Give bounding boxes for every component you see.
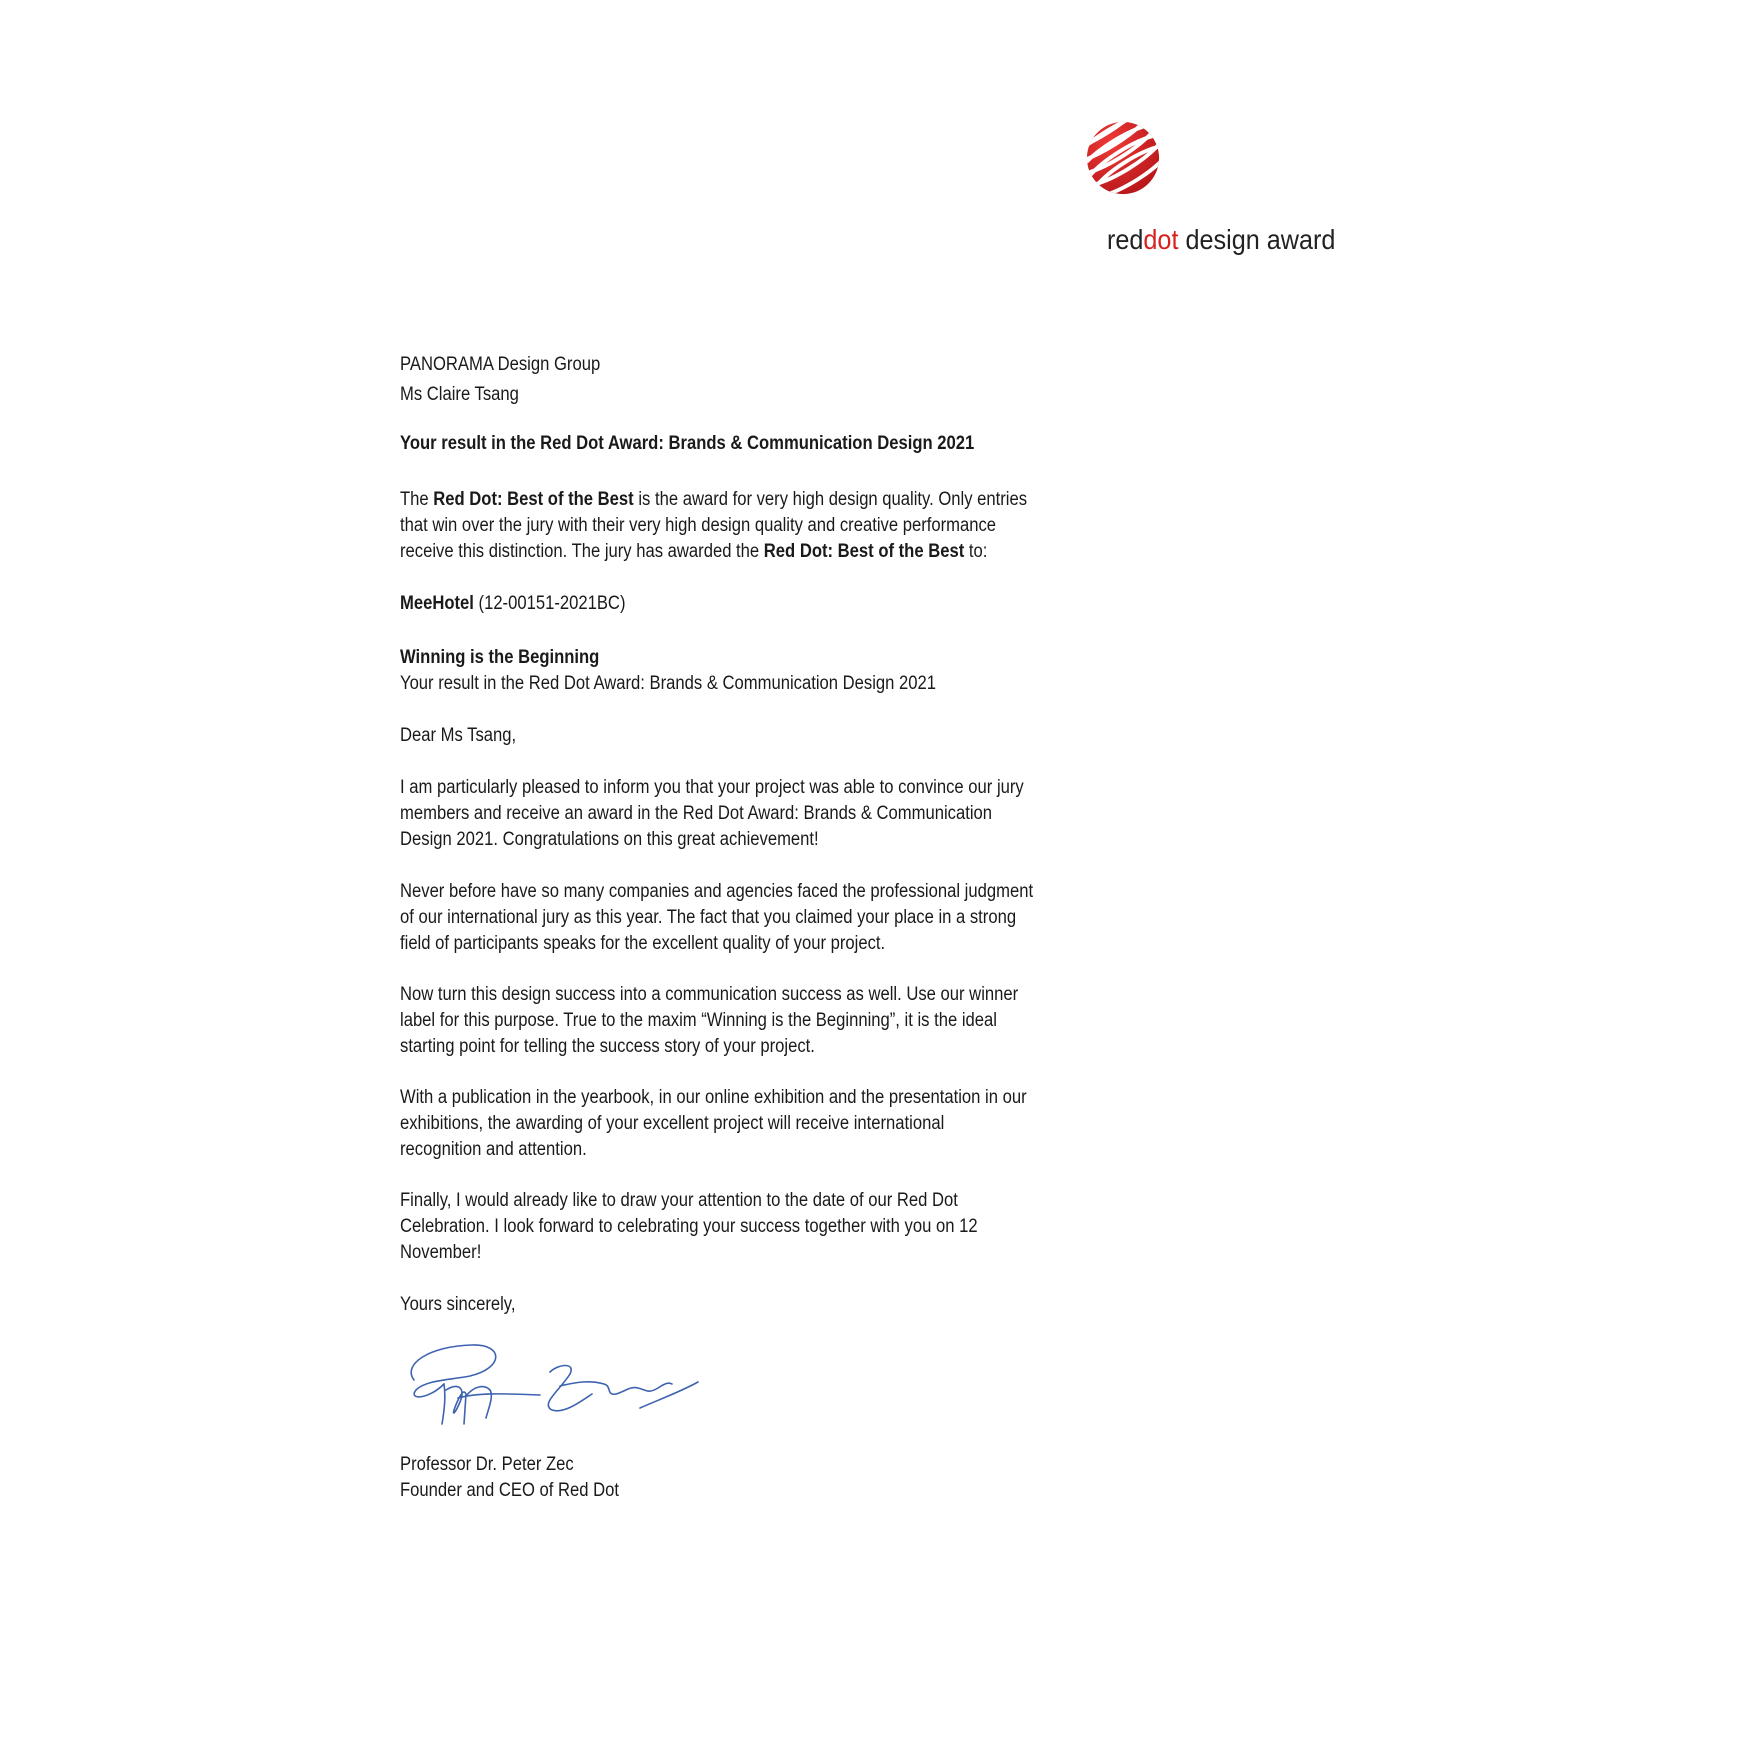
paragraph-line: members and receive an award in the Red Dot Award: Brands & Communication <box>400 803 993 824</box>
entry-code: (12-00151-2021BC) <box>478 593 626 614</box>
award-name: Red Dot: Best of the Best <box>763 541 965 562</box>
wordmark-dot: dot <box>1143 224 1179 255</box>
signatory-name: Professor Dr. Peter Zec <box>400 1454 574 1475</box>
paragraph-line: that win over the jury with their very high design quality and creative performance <box>400 515 997 536</box>
paragraph-line: recognition and attention. <box>400 1139 587 1160</box>
paragraph-line: With a publication in the yearbook, in our online exhibition and the presentation in our <box>400 1087 1027 1108</box>
paragraph-line <box>400 487 1027 513</box>
reddot-sphere-logo-icon <box>1086 121 1160 195</box>
wordmark-design-award: design award <box>1178 224 1336 255</box>
body-paragraph <box>400 1188 978 1266</box>
paragraph-line: exhibitions, the awarding of your excellent project will receive international <box>400 1113 945 1134</box>
paragraph-line: Celebration. I look forward to celebrating your success together with you on 12 <box>400 1216 978 1237</box>
body-paragraph <box>400 775 1024 853</box>
salutation: Dear Ms Tsang, <box>400 725 517 746</box>
text-run: is the award for very high design quality. Only entries <box>633 489 1028 510</box>
closing: Yours sincerely, <box>400 1294 516 1315</box>
paragraph-line: Never before have so many companies and agencies faced the professional judgment <box>400 881 1034 902</box>
paragraph-line: Design 2021. Congratulations on this great achievement! <box>400 829 819 850</box>
paragraph-line: November! <box>400 1242 482 1263</box>
paragraph-line <box>400 539 1027 565</box>
wordmark-red: red <box>1107 224 1144 255</box>
heading-title: Winning is the Beginning <box>400 647 600 668</box>
body-paragraph <box>400 982 1018 1060</box>
recipient-company: PANORAMA Design Group <box>400 354 601 375</box>
intro-paragraph <box>400 487 1027 565</box>
paragraph-line: label for this purpose. True to the maxim “Winning is the Beginning”, it is the ideal <box>400 1010 997 1031</box>
reddot-wordmark <box>1107 224 1335 256</box>
signatory-title: Founder and CEO of Red Dot <box>400 1480 620 1501</box>
awarded-entry <box>400 591 625 617</box>
award-name: Red Dot: Best of the Best <box>433 489 634 510</box>
body-paragraph <box>400 1085 1027 1163</box>
text-run: to: <box>964 541 988 562</box>
letter-subject: Your result in the Red Dot Award: Brands & Communication Design 2021 <box>400 433 975 454</box>
signatory-block <box>400 1452 619 1504</box>
paragraph-line: of our international jury as this year. The fact that you claimed your place in a strong <box>400 907 1017 928</box>
recipient-contact: Ms Claire Tsang <box>400 384 519 405</box>
text-run: receive this distinction. The jury has awarded the <box>400 541 764 562</box>
paragraph-line: field of participants speaks for the excellent quality of your project. <box>400 933 886 954</box>
paragraph-line: I am particularly pleased to inform you that your project was able to convince our jury <box>400 777 1024 798</box>
handwritten-signature <box>400 1338 700 1438</box>
letter-heading <box>400 645 936 697</box>
heading-subtitle: Your result in the Red Dot Award: Brands & Communication Design 2021 <box>400 673 937 694</box>
body-paragraph <box>400 879 1033 957</box>
paragraph-line: Finally, I would already like to draw your attention to the date of our Red Dot <box>400 1190 958 1211</box>
entry-name: MeeHotel <box>400 593 474 614</box>
paragraph-line: starting point for telling the success story of your project. <box>400 1036 815 1057</box>
paragraph-line: Now turn this design success into a communication success as well. Use our winner <box>400 984 1019 1005</box>
text-run: The <box>400 489 434 510</box>
